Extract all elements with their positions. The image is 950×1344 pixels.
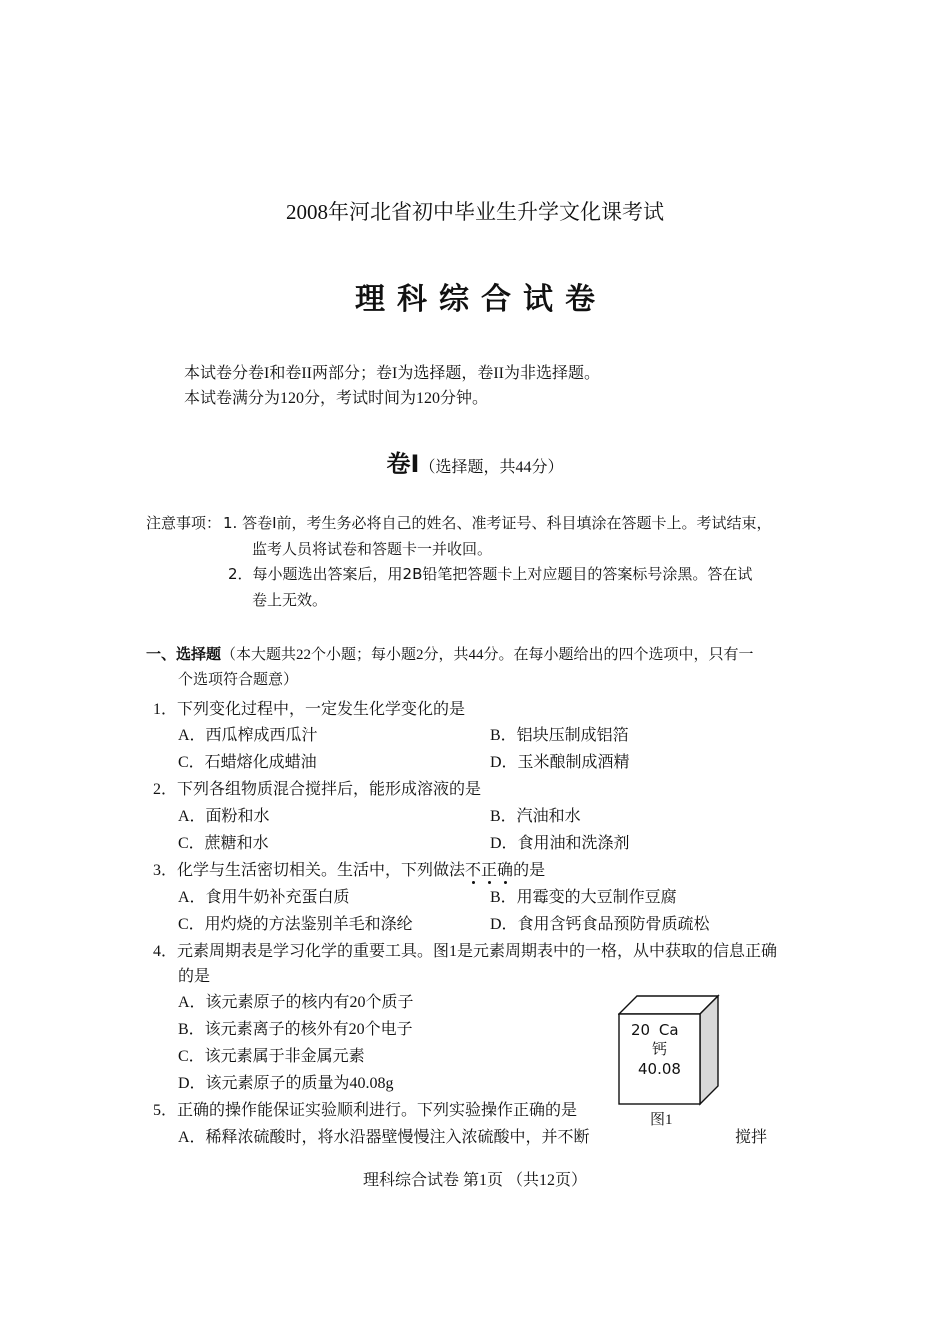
q3-option-a: A．食用牛奶补充蛋白质 [178,889,350,906]
q4-stem-line-1: 4．元素周期表是学习化学的重要工具。图1是元素周期表中的一格，从中获取的信息正确 [153,943,778,960]
q3-emphasis-2: 正 [481,862,498,879]
q1-option-d: D．玉米酿制成酒精 [490,754,630,771]
part1-heading [0,444,950,479]
figure1-atomic-mass: 40.08 [638,1060,681,1078]
q3-option-b: B．用霉变的大豆制作豆腐 [490,889,677,906]
page-footer: 理科综合试卷 第1页 （共12页） [362,1172,587,1189]
q3-option-c: C．用灼烧的方法鉴别羊毛和涤纶 [178,916,413,933]
figure1-atomic-number: 20 [631,1021,651,1039]
figure1-symbol: Ca [658,1021,679,1039]
figure1-element-name: 钙 [651,1040,667,1058]
note-2-line-1: 2．每小题选出答案后，用2B铅笔把答题卡上对应题目的答案标号涂黑。答在试 [228,565,753,583]
q4-option-a: A．该元素原子的核内有20个质子 [178,994,414,1011]
q4-option-c: C．该元素属于非金属元素 [178,1048,365,1065]
figure1-caption: 图1 [650,1112,673,1128]
section1-line-2: 个选项符合题意） [178,672,299,688]
q5-option-a-part-2: 搅拌 [735,1129,768,1146]
q1-option-c: C．石蜡熔化成蜡油 [178,754,317,771]
q1-stem: 1．下列变化过程中，一定发生化学变化的是 [153,701,466,718]
note-1-line-2: 监考人员将试卷和答题卡一并收回。 [252,540,493,558]
part1-subtitle: （选择题，共44分） [419,459,564,476]
q3-emphasis-3: 确 [497,862,514,879]
q3-stem-pre: 3．化学与生活密切相关。生活中，下列做法 [153,862,466,879]
q2-option-c: C．蔗糖和水 [178,835,269,852]
q5-option-a-part-1: A．稀释浓硫酸时，将水沿器壁慢慢注入浓硫酸中，并不断 [178,1129,590,1146]
q4-option-d: D．该元素原子的质量为40.08g [178,1075,394,1092]
q1-option-b: B．铝块压制成铝箔 [490,727,629,744]
q1-option-a: A．西瓜榨成西瓜汁 [178,727,318,744]
note-2-line-2: 卷上无效。 [252,591,328,609]
q2-option-b: B．汽油和水 [490,808,581,825]
notes-label: 注意事项： [146,514,222,532]
q3-stem [153,857,545,884]
note-1-line-1: 1. 答卷Ⅰ前，考生务必将自己的姓名、准考证号、科目填涂在答题卡上。考试结束， [223,514,772,532]
q4-stem-line-2: 的是 [178,968,211,985]
q2-option-d: D．食用油和洗涤剂 [490,835,630,852]
q3-option-d: D．食用含钙食品预防骨质疏松 [490,916,710,933]
q4-option-b: B．该元素离子的核外有20个电子 [178,1021,413,1038]
figure1-box-side [700,996,718,1104]
q3-emphasis-1: 不 [465,862,482,879]
paper-title: 理科综合试卷 [355,282,607,317]
q5-stem: 5．正确的操作能保证实验顺利进行。下列实验操作正确的是 [153,1102,578,1119]
figure1-number-symbol [631,1021,679,1039]
intro-line-1: 本试卷分卷I和卷II两部分；卷I为选择题，卷II为非选择题。 [184,365,600,382]
intro-line-2: 本试卷满分为120分，考试时间为120分钟。 [184,390,489,407]
exam-title: 2008年河北省初中毕业生升学文化课考试 [286,200,664,224]
q2-option-a: A．面粉和水 [178,808,270,825]
section1-line-1 [146,641,754,669]
part1-title: 卷Ⅰ [386,450,420,478]
q3-stem-post: 的是 [513,862,546,879]
section1-desc-1: （本大题共22个小题；每小题2分，共44分。在每小题给出的四个选项中，只有一 [221,647,754,663]
q2-stem: 2．下列各组物质混合搅拌后，能形成溶液的是 [153,781,482,798]
section1-label: 一、选择题 [146,645,222,663]
